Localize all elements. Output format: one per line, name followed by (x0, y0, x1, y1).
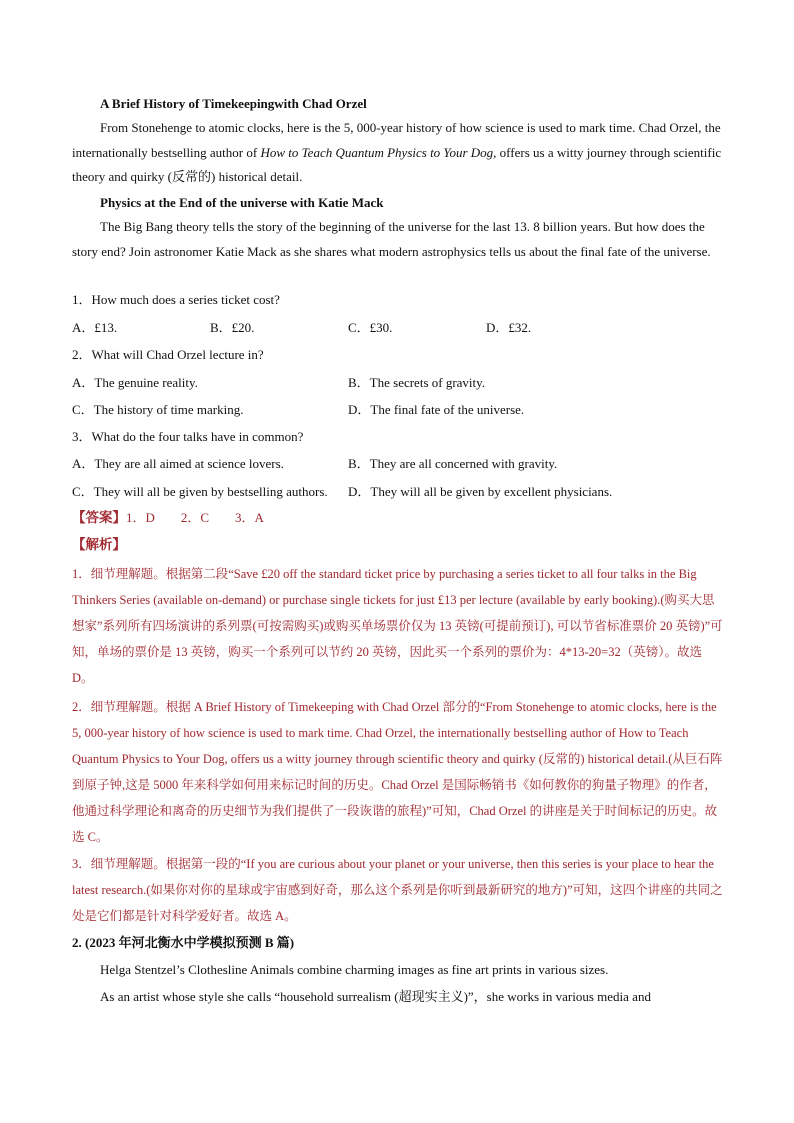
answer-line (72, 509, 264, 527)
orzel-book-title: How to Teach Quantum Physics to Your Dog (260, 144, 494, 160)
section-2-paragraph-1: Helga Stentzel’s Clothesline Animals combine charming images as fine art prints in various sizes. (100, 962, 609, 977)
answer-values: 1．D 2．C 3．A (126, 510, 264, 525)
talk-title-mack: Physics at the End of the universe with Katie Mack (100, 195, 384, 210)
question-3-option-b: B．They are all concerned with gravity. (348, 456, 558, 471)
question-3-option-a: A．They are all aimed at science lovers. (72, 456, 284, 471)
question-3-stem: 3．What do the four talks have in common? (72, 429, 304, 444)
question-2-option-d: D．The final fate of the universe. (348, 402, 525, 417)
explanation-1: 1．细节理解题。根据第二段“Save £20 off the standard ticket price by purchasing a series ticket to all four talks in the Big Thinkers Series (available on-demand) or purchase single tickets for just £13 per lecture (available by early booking).(购买大思想家”系列所有四场演讲的系列票(可按需购买)或购买单场票价仅为 13 英镑(可提前预订), 可以节省标准票价 20 英镑)”可知，单场的票价是 13 英镑，购买一个系列可以节约 20 英镑，因此买一个系列的票价为：4*13-20=32（英镑）。故选 D。 (72, 567, 723, 685)
section-2-heading: 2. (2023 年河北衡水中学模拟预测 B 篇) (72, 935, 295, 950)
talk-description-mack: The Big Bang theory tells the story of the beginning of the universe for the last 13. 8 billion years. But how does the story end? Join astronomer Katie Mack as she shares what modern astrophysics tells us about the final fate of the universe. (72, 219, 711, 259)
explanation-2: 2．细节理解题。根据 A Brief History of Timekeeping with Chad Orzel 部分的“From Stonehenge to atomic clocks, here is the 5, 000-year history of how science is used to mark time. Chad Orzel, the internationally bestselling author of How to Teach Quantum Physics to Your Dog, offers us a witty journey through scientific theory and quirky (反常的) historical detail.(从巨石阵到原子钟,这是 5000 年来科学如何用来标记时间的历史。Chad Orzel 是国际畅销书《如何教你的狗量子物理》的作者，他通过科学理论和离奇的历史细节为我们提供了一段诙谐的旅程)”可知，Chad Orzel 的讲座是关于时间标记的历史。故选 C。 (72, 700, 723, 844)
question-2-option-b: B．The secrets of gravity. (348, 375, 486, 390)
explanation-3: 3．细节理解题。根据第一段的“If you are curious about your planet or your universe, then this series is your place to hear the latest research.(如果你对你的星球或宇宙感到好奇，那么这个系列是你听到最新研究的地方)”可知，这四个讲座的共同之处是它们都是针对科学爱好者。故选 A。 (72, 857, 723, 923)
talk-title-orzel: A Brief History of Timekeepingwith Chad Orzel (100, 96, 367, 111)
talk-description-orzel (72, 116, 724, 190)
question-2-option-a: A．The genuine reality. (72, 375, 198, 390)
question-2-option-c: C．The history of time marking. (72, 402, 244, 417)
question-1-stem: 1．How much does a series ticket cost? (72, 292, 280, 307)
question-1-option-b: B．£20. (210, 320, 255, 335)
orzel-text-b: , offers us a witty journey through scientific theory and quirky (反常的) historical detail. (72, 144, 722, 185)
analysis-label: 【解析】 (72, 537, 126, 552)
answer-label: 【答案】 (72, 510, 126, 525)
question-1-option-a: A．£13. (72, 320, 118, 335)
section-2-paragraph-2: As an artist whose style she calls “household surrealism (超现实主义)”，she works in various media and (100, 989, 651, 1004)
question-3-option-c: C．They will all be given by bestselling authors. (72, 484, 328, 499)
question-1-option-c: C．£30. (348, 320, 393, 335)
orzel-text-a: From Stonehenge to atomic clocks, here is the 5, 000-year history of how science is used to mark time. Chad Orzel, the internationally bestselling author of (72, 120, 721, 160)
question-1-option-d: D．£32. (486, 320, 532, 335)
question-2-stem: 2．What will Chad Orzel lecture in? (72, 347, 264, 362)
question-3-option-d: D．They will all be given by excellent physicians. (348, 484, 613, 499)
